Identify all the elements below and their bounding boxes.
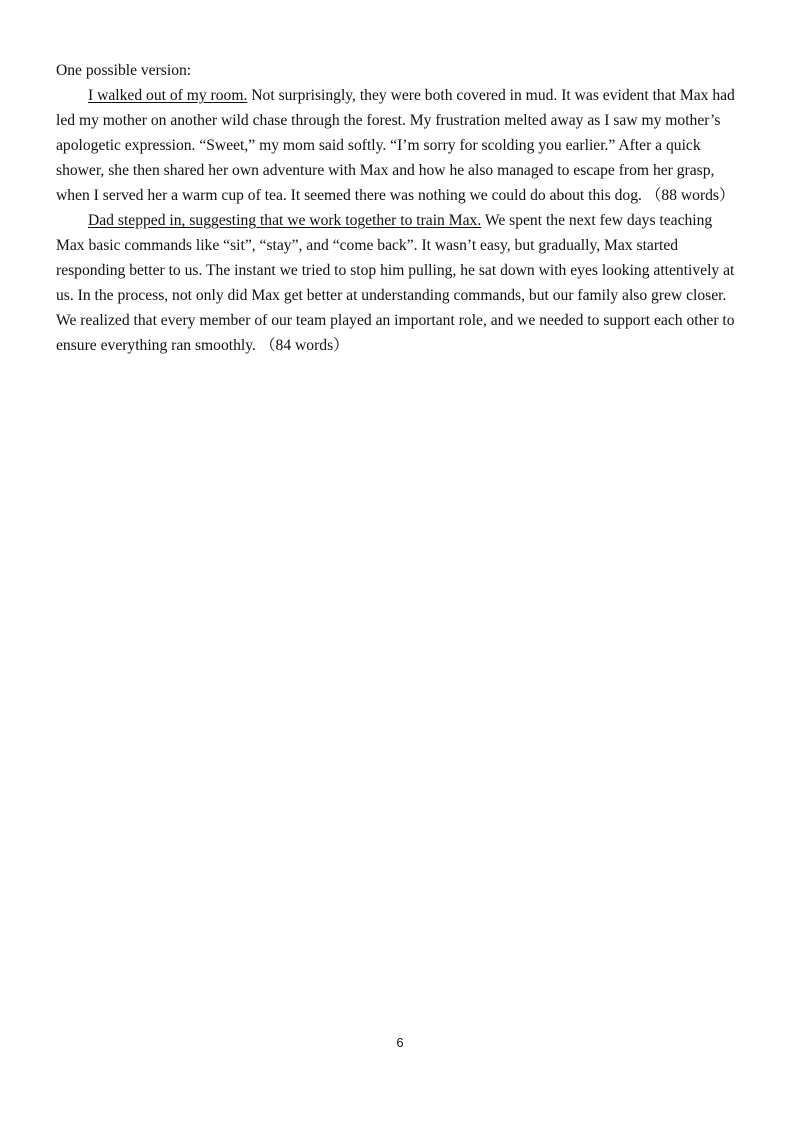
intro-line: One possible version:	[56, 62, 192, 79]
paragraph-1	[56, 83, 744, 208]
document-page	[56, 58, 744, 358]
paragraph-2-lead-sentence: Dad stepped in, suggesting that we work together to train Max.	[88, 212, 482, 229]
paragraph-2	[56, 208, 744, 358]
paragraph-1-word-count: （88 words）	[645, 187, 735, 204]
paragraph-2-word-count: （84 words）	[259, 337, 349, 354]
paragraph-1-lead-sentence: I walked out of my room.	[88, 87, 248, 104]
paragraph-2-body: We spent the next few days teaching Max basic commands like “sit”, “stay”, and “come back”. It wasn’t easy, but gradually, Max started responding better to us. The instant we tried to stop him pulling, he sat down with eyes looking attentively at us. In the process, not only did Max get better at understanding commands, but our family also grew closer. We realized that every member of our team played an important role, and we needed to support each other to ensure everything ran smoothly.	[56, 212, 735, 354]
paragraph-1-body: Not surprisingly, they were both covered in mud. It was evident that Max had led my mother on another wild chase through the forest. My frustration melted away as I saw my mother’s apologetic expression. “Sweet,” my mom said softly. “I’m sorry for scolding you earlier.” After a quick shower, she then shared her own adventure with Max and how he also managed to escape from her grasp, when I served her a warm cup of tea. It seemed there was nothing we could do about this dog.	[56, 87, 735, 204]
page-number: 6	[396, 1035, 404, 1050]
